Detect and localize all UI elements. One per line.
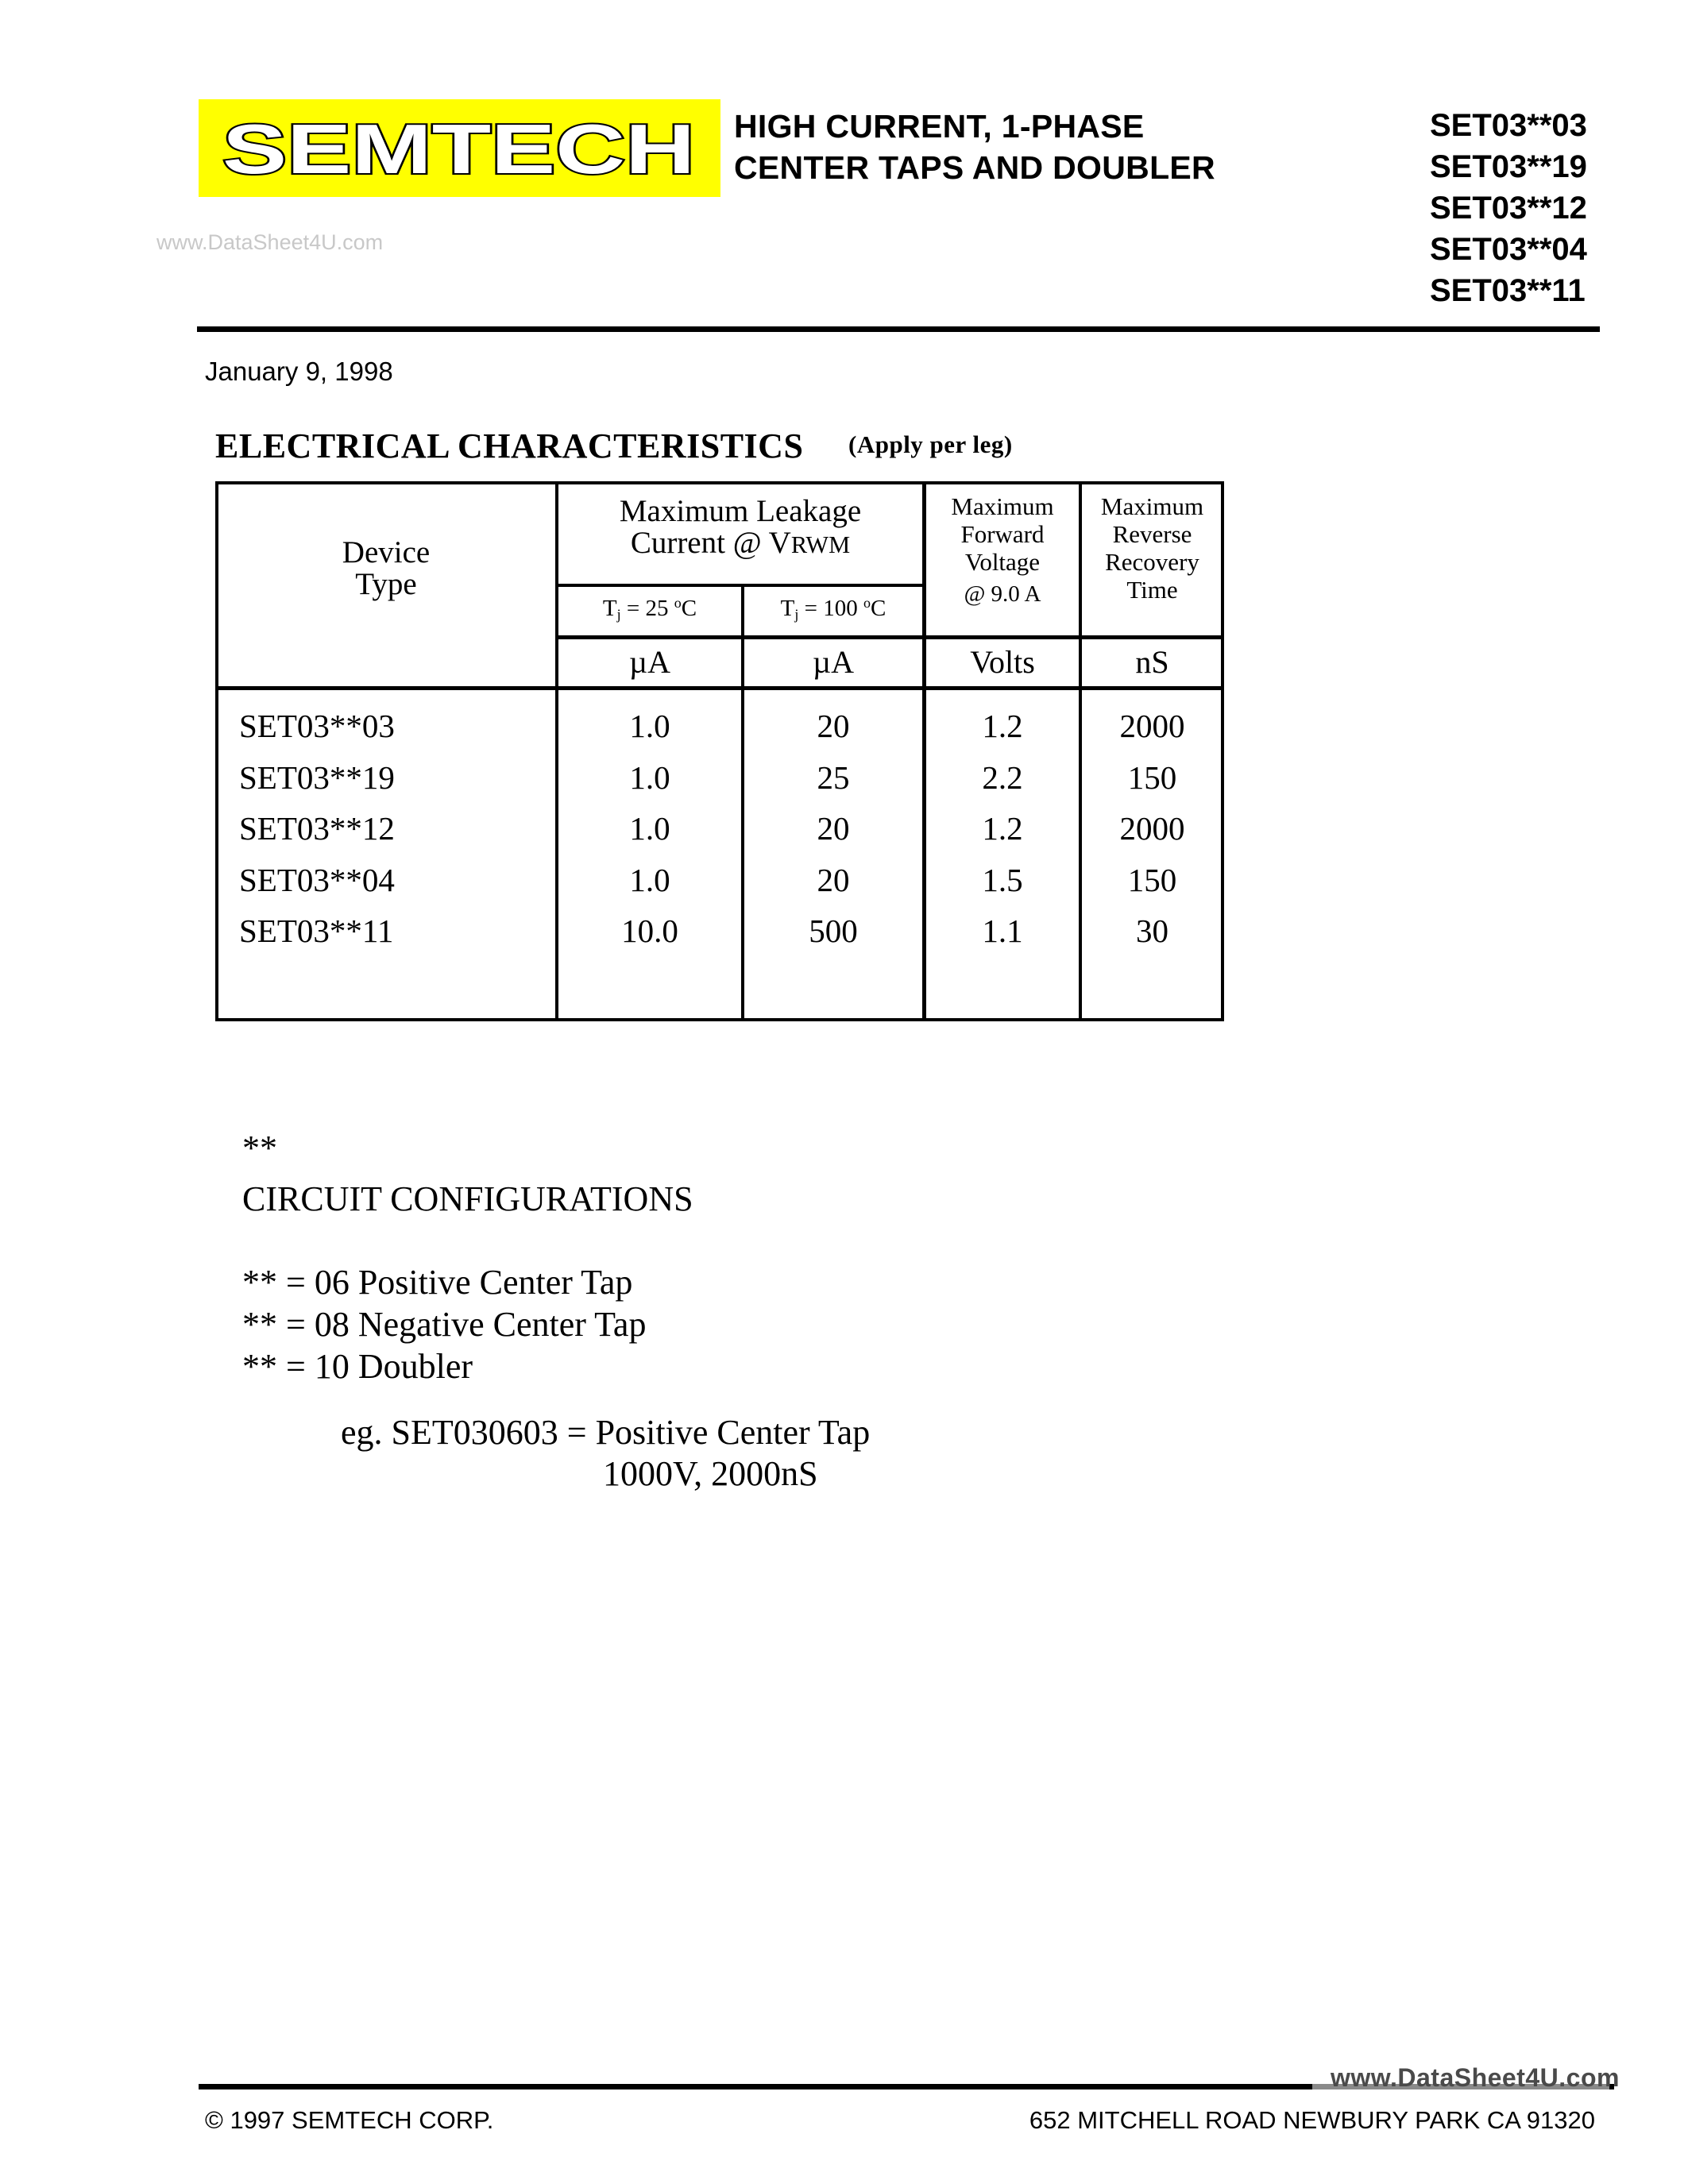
- table-cell-trr: 150: [1127, 758, 1177, 796]
- header-text: T: [780, 595, 795, 621]
- header-text: @ 9.0 A: [964, 581, 1041, 607]
- table-cell-ir100: 500: [809, 913, 858, 949]
- table-border-top: [215, 481, 1224, 484]
- semtech-logo: [199, 99, 720, 197]
- document-date: January 9, 1998: [205, 357, 393, 386]
- table-border-bottom: [215, 1018, 1224, 1021]
- section-note: (Apply per leg): [848, 430, 1013, 458]
- part-number: SET03**11: [1430, 273, 1586, 308]
- unit-vf: Volts: [970, 644, 1035, 680]
- header-subscript: RWM: [790, 531, 851, 558]
- table-cell-trr: 30: [1136, 913, 1168, 949]
- header-tj-25c: [557, 595, 743, 623]
- header-text: Maximum: [1100, 492, 1204, 520]
- part-number-list: [1430, 105, 1597, 311]
- table-cell-trr: 2000: [1119, 708, 1185, 744]
- header-text: Voltage: [964, 548, 1041, 576]
- header-forward-voltage: [925, 492, 1080, 608]
- footer-divider: [199, 2084, 1312, 2089]
- part-number: SET03**12: [1430, 191, 1587, 226]
- table-cell-device: SET03**03: [239, 708, 395, 744]
- trr-column: [1082, 700, 1223, 957]
- table-cell-device: SET03**19: [239, 758, 395, 796]
- header-reverse-recovery-time: [1082, 492, 1223, 604]
- degree-symbol: o: [674, 595, 682, 611]
- logo-wordmark: [199, 99, 720, 197]
- header-text: Reverse: [1112, 520, 1192, 548]
- table-cell-ir25: 1.0: [629, 708, 670, 744]
- unit-ir25: µA: [629, 644, 670, 680]
- table-cell-vf: 1.1: [982, 913, 1023, 949]
- header-text: C: [870, 595, 886, 621]
- table-cell-ir25: 1.0: [629, 758, 670, 796]
- header-text: Current @ V: [630, 526, 791, 560]
- device-column: [239, 700, 557, 957]
- ir100-column: [743, 700, 924, 957]
- header-text: = 100: [798, 595, 863, 621]
- table-cell-device: SET03**04: [239, 861, 395, 898]
- header-divider: [197, 326, 1600, 332]
- watermark-top: www.DataSheet4U.com: [156, 230, 384, 254]
- unit-trr: nS: [1135, 644, 1169, 680]
- logo-text: SEMTECH: [222, 110, 695, 188]
- row-divider: [555, 635, 1224, 639]
- part-number: SET03**04: [1430, 232, 1587, 267]
- degree-symbol: o: [863, 595, 871, 611]
- table-cell-vf: 1.2: [982, 810, 1023, 847]
- header-text: = 25: [620, 595, 674, 621]
- part-number: SET03**19: [1430, 149, 1587, 184]
- header-text: Maximum: [951, 492, 1054, 520]
- header-text: Time: [1126, 576, 1178, 604]
- doc-title-line-2: CENTER TAPS AND DOUBLER: [734, 149, 1215, 186]
- table-cell-ir100: 20: [817, 708, 850, 744]
- header-text: Maximum Leakage: [619, 494, 862, 528]
- table-cell-vf: 2.2: [982, 758, 1023, 796]
- footer-copyright: © 1997 SEMTECH CORP.: [205, 2106, 494, 2134]
- doc-title-line-1: HIGH CURRENT, 1-PHASE: [734, 108, 1145, 145]
- circuit-config-option: ** = 10 Doubler: [242, 1347, 473, 1386]
- table-cell-ir25: 1.0: [629, 861, 670, 898]
- table-cell-ir25: 10.0: [621, 913, 678, 949]
- table-cell-trr: 2000: [1119, 810, 1185, 847]
- example-line-1: eg. SET030603 = Positive Center Tap: [341, 1413, 871, 1452]
- header-tj-100c: [743, 595, 924, 623]
- header-device-type: [215, 537, 557, 600]
- header-text: Type: [355, 567, 417, 601]
- ir25-column: [557, 700, 743, 957]
- row-divider: [215, 686, 1224, 690]
- table-cell-vf: 1.5: [982, 861, 1023, 898]
- part-number: SET03**03: [1430, 108, 1587, 143]
- header-text: [557, 527, 924, 561]
- circuit-config-option: ** = 06 Positive Center Tap: [242, 1263, 633, 1302]
- row-divider: [555, 584, 924, 587]
- table-cell-ir25: 1.0: [629, 810, 670, 847]
- table-cell-vf: 1.2: [982, 708, 1023, 744]
- circuit-config-heading: CIRCUIT CONFIGURATIONS: [242, 1179, 693, 1218]
- section-heading: ELECTRICAL CHARACTERISTICS: [215, 426, 804, 465]
- header-subscript: j: [794, 606, 799, 623]
- header-text: Forward: [960, 520, 1045, 548]
- footer-address: 652 MITCHELL ROAD NEWBURY PARK CA 91320: [1029, 2106, 1595, 2134]
- watermark-bottom: www.DataSheet4U.com: [1331, 2063, 1620, 2092]
- table-cell-device: SET03**12: [239, 810, 395, 847]
- unit-ir100: µA: [813, 644, 854, 680]
- table-cell-ir100: 25: [817, 758, 850, 796]
- header-leakage-current: [557, 496, 924, 561]
- table-cell-ir100: 20: [817, 810, 850, 847]
- footnote-marker: **: [242, 1129, 277, 1167]
- table-cell-trr: 150: [1127, 861, 1177, 898]
- table-cell-device: SET03**11: [239, 913, 394, 949]
- table-cell-ir100: 20: [817, 861, 850, 898]
- example-line-2: 1000V, 2000nS: [603, 1454, 818, 1493]
- electrical-characteristics-table: [215, 481, 1224, 1021]
- header-text: T: [602, 595, 617, 621]
- vf-column: [925, 700, 1080, 957]
- circuit-config-option: ** = 08 Negative Center Tap: [242, 1305, 647, 1344]
- header-subscript: j: [616, 606, 621, 623]
- header-text: C: [681, 595, 697, 621]
- circuit-config-list: [242, 1261, 646, 1387]
- header-text: Device: [342, 535, 431, 569]
- header-text: Recovery: [1105, 548, 1199, 576]
